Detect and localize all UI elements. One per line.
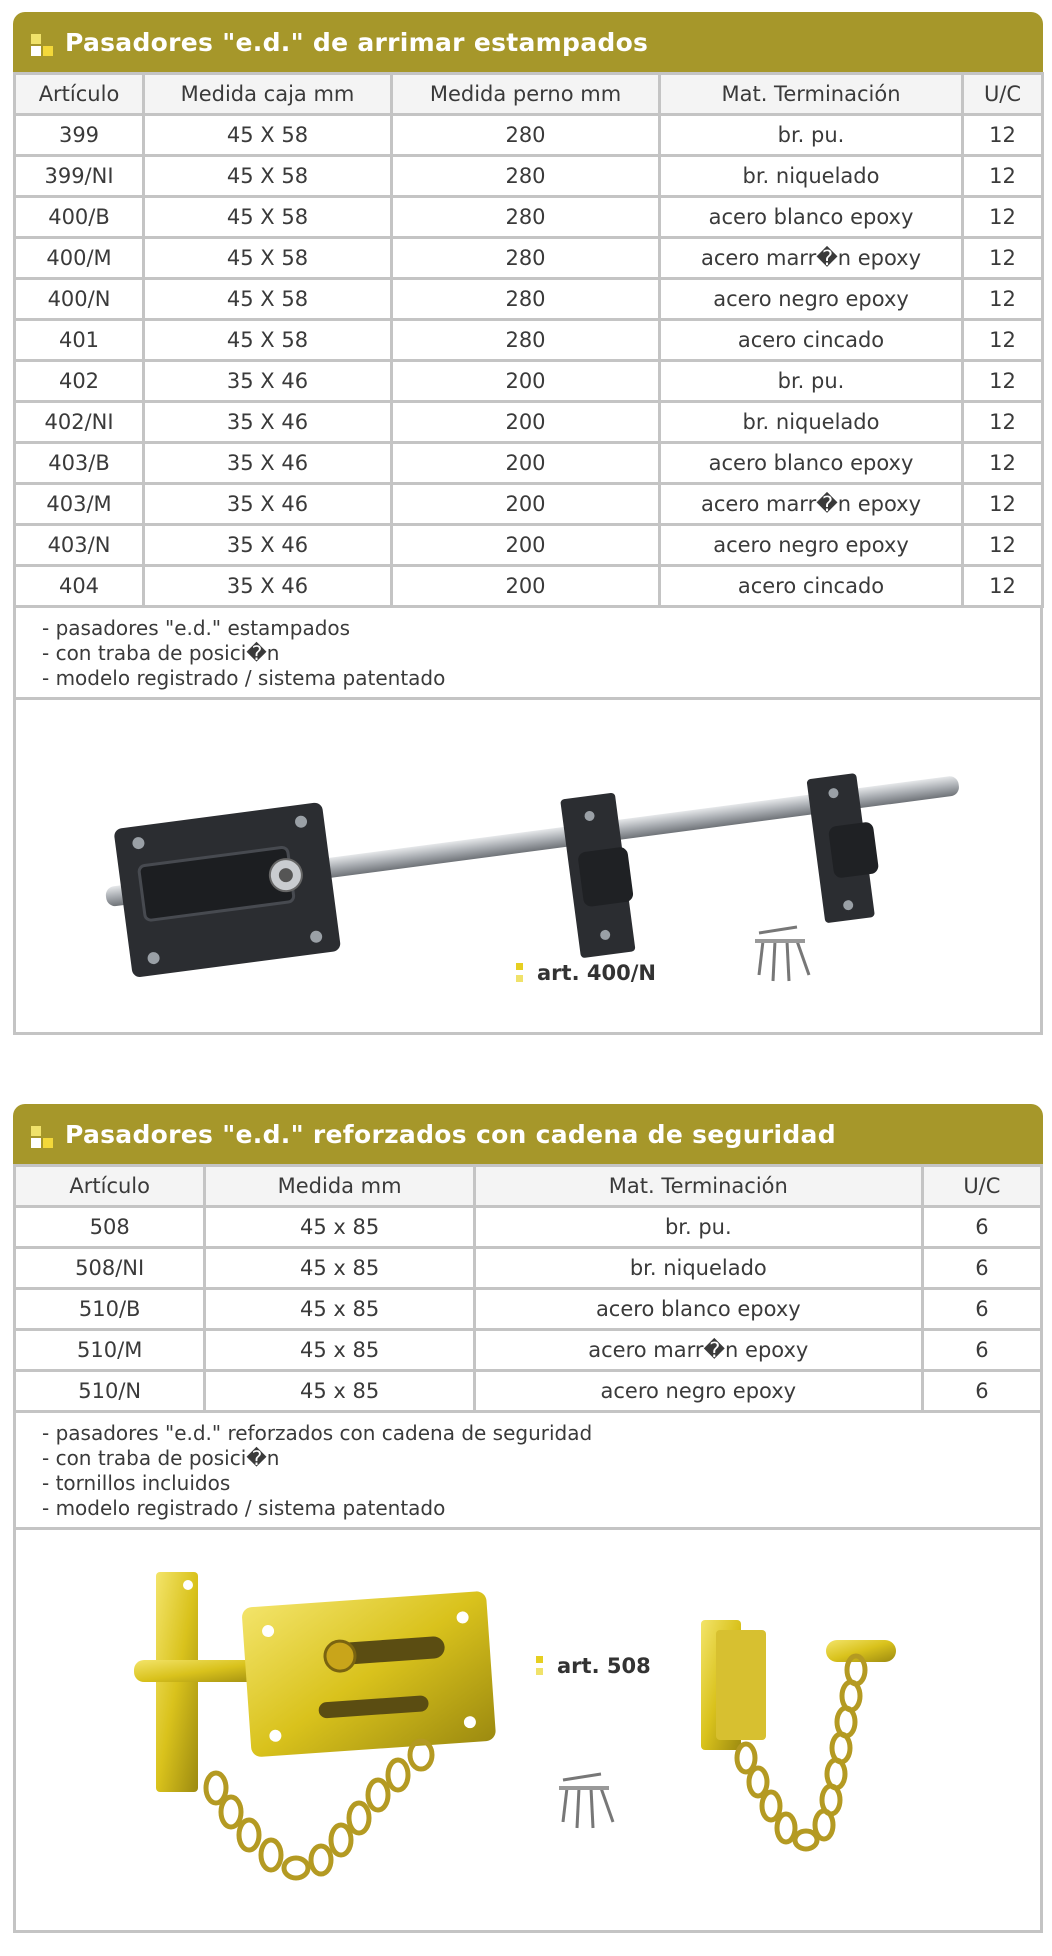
table-cell: 45 X 58 xyxy=(145,321,390,359)
table-cell: 200 xyxy=(393,444,658,482)
table-cell: 510/B xyxy=(16,1290,203,1328)
table-row xyxy=(16,403,1041,441)
table-cell: 402 xyxy=(16,362,142,400)
table-cell: 12 xyxy=(964,321,1041,359)
column-header: U/C xyxy=(964,75,1041,113)
table-cell: 35 X 46 xyxy=(145,567,390,605)
table-cell: 510/M xyxy=(16,1331,203,1369)
note-line: - pasadores "e.d." estampados xyxy=(42,616,351,640)
table-cell: 12 xyxy=(964,116,1041,154)
column-header: Artículo xyxy=(16,75,142,113)
note-line: - tornillos incluidos xyxy=(42,1471,231,1495)
table-cell: 200 xyxy=(393,485,658,523)
table-cell: 404 xyxy=(16,567,142,605)
table-cell: acero negro epoxy xyxy=(661,280,961,318)
table-cell: 400/M xyxy=(16,239,142,277)
table-cell: 399 xyxy=(16,116,142,154)
product-notes xyxy=(13,1413,1043,1530)
table-cell: 403/N xyxy=(16,526,142,564)
table-cell: 400/B xyxy=(16,198,142,236)
table-cell: 12 xyxy=(964,198,1041,236)
table-cell: 6 xyxy=(924,1290,1040,1328)
table-cell: 45 X 58 xyxy=(145,116,390,154)
caption-bullet-icon xyxy=(536,1656,543,1676)
table-cell: br. niquelado xyxy=(661,403,961,441)
table-cell: 35 X 46 xyxy=(145,526,390,564)
table-cell: 35 X 46 xyxy=(145,444,390,482)
column-header: Artículo xyxy=(16,1167,203,1205)
product-table xyxy=(13,72,1044,608)
table-row xyxy=(16,567,1041,605)
table-row xyxy=(16,280,1041,318)
table-cell: 45 X 58 xyxy=(145,280,390,318)
caption-text: art. 400/N xyxy=(537,961,656,985)
table-cell: acero blanco epoxy xyxy=(661,198,961,236)
product-section-1 xyxy=(13,12,1043,1035)
table-cell: 508 xyxy=(16,1208,203,1246)
table-row xyxy=(16,157,1041,195)
table-cell: 45 X 58 xyxy=(145,198,390,236)
note-line: - modelo registrado / sistema patentado xyxy=(42,666,446,690)
table-row xyxy=(16,444,1041,482)
table-cell: 12 xyxy=(964,403,1041,441)
product-image-box xyxy=(13,700,1043,1035)
table-cell: 12 xyxy=(964,526,1041,564)
table-cell: 280 xyxy=(393,321,658,359)
table-cell: acero negro epoxy xyxy=(476,1372,921,1410)
table-cell: 12 xyxy=(964,362,1041,400)
table-cell: 280 xyxy=(393,157,658,195)
product-section-2 xyxy=(13,1104,1043,1933)
caption-bullet-icon xyxy=(516,963,523,983)
note-line: - con traba de posici�n xyxy=(42,641,280,665)
table-cell: 403/M xyxy=(16,485,142,523)
screws-icon xyxy=(553,1772,623,1836)
table-cell: 12 xyxy=(964,485,1041,523)
table-cell: br. pu. xyxy=(661,116,961,154)
image-caption xyxy=(516,961,656,985)
section-header xyxy=(13,1104,1043,1164)
table-row xyxy=(16,1331,1040,1369)
table-cell: 45 x 85 xyxy=(206,1208,473,1246)
table-cell: acero cincado xyxy=(661,567,961,605)
table-cell: 45 x 85 xyxy=(206,1372,473,1410)
table-cell: 280 xyxy=(393,239,658,277)
table-cell: 510/N xyxy=(16,1372,203,1410)
table-cell: acero negro epoxy xyxy=(661,526,961,564)
product-notes xyxy=(13,608,1043,700)
table-cell: br. niquelado xyxy=(661,157,961,195)
table-cell: br. pu. xyxy=(476,1208,921,1246)
table-row xyxy=(16,1249,1040,1287)
column-header: Medida mm xyxy=(206,1167,473,1205)
bolt-508-image xyxy=(16,1530,1040,1930)
column-header: U/C xyxy=(924,1167,1040,1205)
table-cell: 403/B xyxy=(16,444,142,482)
section-title: Pasadores "e.d." reforzados con cadena de seguridad xyxy=(65,1119,836,1149)
column-header: Medida caja mm xyxy=(145,75,390,113)
table-cell: 12 xyxy=(964,280,1041,318)
table-cell: 45 x 85 xyxy=(206,1290,473,1328)
table-cell: 400/N xyxy=(16,280,142,318)
caption-text: art. 508 xyxy=(557,1654,651,1678)
table-row xyxy=(16,526,1041,564)
table-cell: 6 xyxy=(924,1249,1040,1287)
table-cell: 35 X 46 xyxy=(145,403,390,441)
table-cell: 508/NI xyxy=(16,1249,203,1287)
table-row xyxy=(16,116,1041,154)
table-cell: 35 X 46 xyxy=(145,362,390,400)
table-cell: 12 xyxy=(964,157,1041,195)
section-title: Pasadores "e.d." de arrimar estampados xyxy=(65,27,649,57)
table-cell: 12 xyxy=(964,239,1041,277)
table-cell: 280 xyxy=(393,116,658,154)
table-cell: 280 xyxy=(393,198,658,236)
table-cell: 6 xyxy=(924,1208,1040,1246)
table-cell: 45 X 58 xyxy=(145,239,390,277)
table-cell: 45 x 85 xyxy=(206,1331,473,1369)
column-header: Mat. Terminación xyxy=(661,75,961,113)
table-row xyxy=(16,362,1041,400)
note-line: - pasadores "e.d." reforzados con cadena de seguridad xyxy=(42,1421,593,1445)
table-row xyxy=(16,239,1041,277)
table-cell: 45 x 85 xyxy=(206,1249,473,1287)
note-line: - modelo registrado / sistema patentado xyxy=(42,1496,446,1520)
table-cell: 200 xyxy=(393,362,658,400)
table-cell: 45 X 58 xyxy=(145,157,390,195)
table-cell: acero marr�n epoxy xyxy=(661,239,961,277)
table-cell: 12 xyxy=(964,567,1041,605)
table-row xyxy=(16,1372,1040,1410)
table-cell: acero blanco epoxy xyxy=(476,1290,921,1328)
table-cell: 280 xyxy=(393,280,658,318)
image-caption xyxy=(536,1654,651,1678)
table-cell: 200 xyxy=(393,403,658,441)
table-row xyxy=(16,198,1041,236)
table-cell: 399/NI xyxy=(16,157,142,195)
table-cell: 12 xyxy=(964,444,1041,482)
header-bullet-icon xyxy=(31,1126,53,1150)
table-cell: 401 xyxy=(16,321,142,359)
table-row xyxy=(16,485,1041,523)
table-cell: 200 xyxy=(393,567,658,605)
note-line: - con traba de posici�n xyxy=(42,1446,280,1470)
product-table xyxy=(13,1164,1043,1413)
table-cell: 6 xyxy=(924,1331,1040,1369)
table-cell: br. pu. xyxy=(661,362,961,400)
table-cell: acero marr�n epoxy xyxy=(476,1331,921,1369)
table-cell: acero marr�n epoxy xyxy=(661,485,961,523)
table-row xyxy=(16,321,1041,359)
table-header-row xyxy=(16,1167,1040,1205)
table-cell: acero blanco epoxy xyxy=(661,444,961,482)
table-header-row xyxy=(16,75,1041,113)
table-cell: 402/NI xyxy=(16,403,142,441)
header-bullet-icon xyxy=(31,34,53,58)
table-cell: br. niquelado xyxy=(476,1249,921,1287)
column-header: Mat. Terminación xyxy=(476,1167,921,1205)
table-row xyxy=(16,1208,1040,1246)
table-cell: 200 xyxy=(393,526,658,564)
table-cell: acero cincado xyxy=(661,321,961,359)
table-row xyxy=(16,1290,1040,1328)
table-cell: 35 X 46 xyxy=(145,485,390,523)
product-image-box xyxy=(13,1530,1043,1933)
screws-icon xyxy=(749,925,819,989)
column-header: Medida perno mm xyxy=(393,75,658,113)
table-cell: 6 xyxy=(924,1372,1040,1410)
section-header xyxy=(13,12,1043,72)
